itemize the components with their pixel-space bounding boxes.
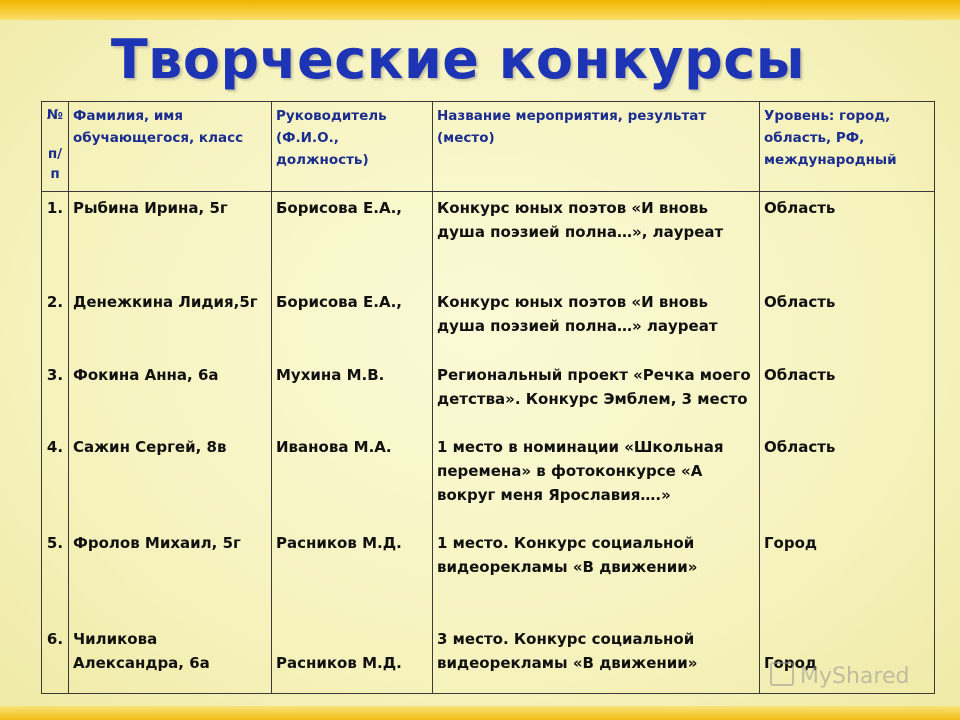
row-teacher-text: Расников М.Д. bbox=[276, 653, 402, 672]
watermark-logo-icon bbox=[770, 662, 794, 686]
row-event: Конкурс юных поэтов «И вновь душа поэзией полна…» лауреат bbox=[433, 286, 760, 359]
row-number: 3. bbox=[42, 359, 69, 431]
header-level: Уровень: город, область, РФ, международный bbox=[760, 102, 935, 192]
row-level: Город bbox=[760, 527, 935, 623]
contests-table bbox=[41, 101, 935, 694]
slide-title: Творческие конкурсы bbox=[110, 28, 806, 91]
watermark bbox=[770, 662, 930, 692]
row-teacher: Расников М.Д. bbox=[272, 527, 433, 623]
row-teacher: Борисова Е.А., bbox=[272, 192, 433, 286]
row-student: Чиликова Александра, 6а bbox=[69, 623, 272, 694]
row-event: Региональный проект «Речка моего детства». Конкурс Эмблем, 3 место bbox=[433, 359, 760, 431]
row-number: 6. bbox=[42, 623, 69, 694]
header-teacher: Руководитель (Ф.И.О., должность) bbox=[272, 102, 433, 192]
row-event: 3 место. Конкурс социальной видеорекламы «В движении» bbox=[433, 623, 760, 694]
row-event: Конкурс юных поэтов «И вновь душа поэзией полна…», лауреат bbox=[433, 192, 760, 286]
table-row bbox=[42, 286, 935, 359]
row-number: 5. bbox=[42, 527, 69, 623]
row-number: 4. bbox=[42, 431, 69, 527]
table-header-row bbox=[42, 102, 935, 192]
header-number bbox=[42, 102, 69, 192]
table-row bbox=[42, 192, 935, 286]
row-level: Область bbox=[760, 192, 935, 286]
table-row bbox=[42, 359, 935, 431]
watermark-text: MyShared bbox=[800, 664, 910, 689]
header-student: Фамилия, имя обучающегося, класс bbox=[69, 102, 272, 192]
row-teacher bbox=[272, 623, 433, 694]
header-number-pp-2: п bbox=[50, 166, 60, 182]
row-student: Рыбина Ирина, 5г bbox=[69, 192, 272, 286]
header-number-pp-1: п/ bbox=[47, 146, 63, 162]
table-row bbox=[42, 527, 935, 623]
row-level: Область bbox=[760, 359, 935, 431]
table-row bbox=[42, 431, 935, 527]
row-event: 1 место в номинации «Школьная перемена» в фотоконкурсе «А вокруг меня Ярославия….» bbox=[433, 431, 760, 527]
row-student: Сажин Сергей, 8в bbox=[69, 431, 272, 527]
row-student: Фролов Михаил, 5г bbox=[69, 527, 272, 623]
row-student: Денежкина Лидия,5г bbox=[69, 286, 272, 359]
row-level: Область bbox=[760, 431, 935, 527]
row-teacher: Мухина М.В. bbox=[272, 359, 433, 431]
row-student: Фокина Анна, 6а bbox=[69, 359, 272, 431]
row-number: 1. bbox=[42, 192, 69, 286]
row-teacher: Иванова М.А. bbox=[272, 431, 433, 527]
row-number: 2. bbox=[42, 286, 69, 359]
header-number-symbol: № bbox=[46, 107, 64, 123]
bottom-decor-band bbox=[0, 706, 960, 720]
row-teacher: Борисова Е.А., bbox=[272, 286, 433, 359]
header-event: Название мероприятия, результат (место) bbox=[433, 102, 760, 192]
row-event: 1 место. Конкурс социальной видеорекламы «В движении» bbox=[433, 527, 760, 623]
row-level: Область bbox=[760, 286, 935, 359]
row-level-text: Город bbox=[764, 653, 818, 672]
